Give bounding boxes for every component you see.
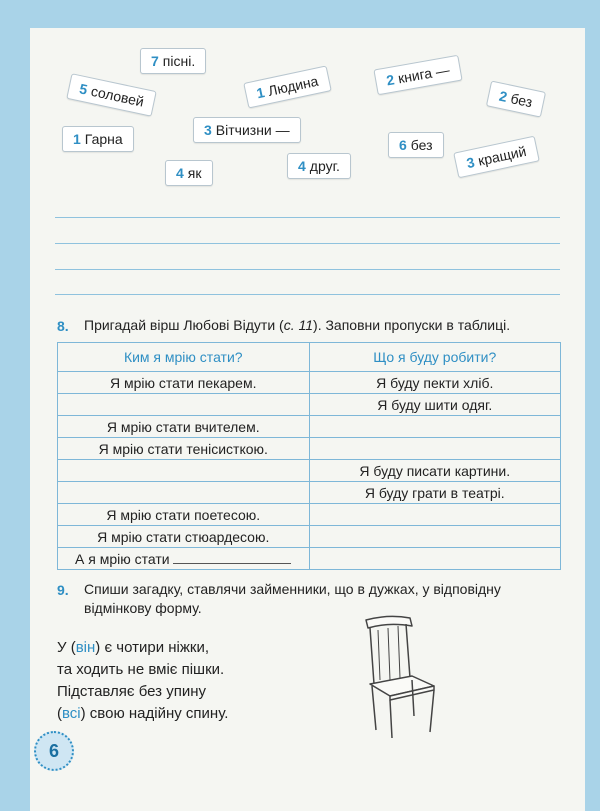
table-cell[interactable]: [58, 460, 310, 482]
table-cell[interactable]: [309, 416, 561, 438]
poem-line: та ходить не вміє пішки.: [57, 661, 225, 678]
poem-text: (: [57, 705, 62, 722]
table-header-row: [58, 343, 561, 372]
table-cell[interactable]: [309, 504, 561, 526]
word-card[interactable]: [140, 48, 206, 74]
task-9-line-2: відмінкову форму.: [84, 600, 202, 616]
word-card[interactable]: [62, 126, 134, 152]
word-card[interactable]: [165, 160, 213, 186]
card-number: 3: [204, 122, 212, 138]
poem-text: ) свою надійну спину.: [80, 705, 229, 722]
word-card[interactable]: [388, 132, 444, 158]
table-cell[interactable]: Я буду писати картини.: [309, 460, 561, 482]
column-header: Що я буду робити?: [309, 343, 561, 372]
card-word: книга —: [396, 61, 451, 87]
card-word: друг.: [309, 158, 340, 174]
poem-line: [57, 703, 228, 725]
table-cell[interactable]: Я буду шити одяг.: [309, 394, 561, 416]
table-cell[interactable]: [309, 526, 561, 548]
card-word: як: [187, 165, 202, 181]
card-number: 6: [399, 137, 407, 153]
table-cell[interactable]: [58, 482, 310, 504]
table-row: [58, 526, 561, 548]
last-row-prefix: А я мрію стати: [75, 550, 170, 567]
table-cell[interactable]: [58, 548, 310, 570]
table-cell[interactable]: Я мрію стати стюардесою.: [58, 526, 310, 548]
writing-line[interactable]: [55, 294, 560, 295]
table-cell[interactable]: Я буду грати в театрі.: [309, 482, 561, 504]
table-cell[interactable]: Я мрію стати пекарем.: [58, 372, 310, 394]
task-8-instruction: [84, 316, 510, 335]
dream-table: [57, 342, 561, 570]
task-8-text-after: ). Заповни пропуски в таблиці.: [313, 317, 511, 333]
table-cell[interactable]: [309, 438, 561, 460]
card-number: 7: [151, 53, 159, 69]
card-number: 1: [73, 131, 81, 147]
card-word: пісні.: [162, 53, 196, 69]
word-card[interactable]: [193, 117, 301, 143]
table-cell[interactable]: Я мрію стати тенісисткою.: [58, 438, 310, 460]
table-row: [58, 438, 561, 460]
chair-illustration: [348, 612, 448, 740]
table-row: [58, 372, 561, 394]
card-word: соловей: [89, 82, 146, 110]
table-cell[interactable]: Я буду пекти хліб.: [309, 372, 561, 394]
table-row: [58, 548, 561, 570]
card-number: 2: [497, 87, 509, 105]
task-8-number: 8.: [57, 318, 69, 334]
table-cell[interactable]: [309, 548, 561, 570]
riddle-poem: [57, 637, 228, 725]
table-cell[interactable]: Я мрію стати вчителем.: [58, 416, 310, 438]
page-number: 6: [34, 731, 74, 771]
pronoun: він: [75, 639, 96, 656]
pronoun: всі: [62, 705, 81, 722]
column-header: Ким я мрію стати?: [58, 343, 310, 372]
table-cell[interactable]: [58, 394, 310, 416]
task-9-line-1: Спиши загадку, ставлячи займенники, що в дужках, у відповідну: [84, 581, 501, 597]
task-9-instruction: [84, 580, 564, 618]
writing-line[interactable]: [55, 269, 560, 270]
table-cell[interactable]: Я мрію стати поетесою.: [58, 504, 310, 526]
poem-text: ) є чотири ніжки,: [95, 639, 210, 656]
task-9-number: 9.: [57, 582, 69, 598]
card-number: 4: [298, 158, 306, 174]
table-row: [58, 416, 561, 438]
task-8-page-ref: с. 11: [283, 317, 314, 333]
writing-line[interactable]: [55, 243, 560, 244]
card-word: Вітчизни —: [215, 122, 290, 138]
poem-text: У (: [57, 639, 76, 656]
card-word: Гарна: [84, 131, 123, 147]
card-word: Людина: [266, 72, 320, 99]
table-row: [58, 504, 561, 526]
card-word: кращий: [476, 142, 528, 169]
card-number: 1: [255, 84, 266, 102]
table-row: [58, 394, 561, 416]
card-number: 5: [78, 80, 90, 98]
poem-line: Підставляє без упину: [57, 683, 206, 700]
table-row: [58, 460, 561, 482]
table-row: [58, 482, 561, 504]
word-card[interactable]: [287, 153, 351, 179]
task-8-text-before: Пригадай вірш Любові Відути (: [84, 317, 284, 333]
card-word: без: [509, 90, 534, 111]
card-number: 2: [385, 71, 396, 89]
writing-line[interactable]: [55, 217, 560, 218]
answer-blank[interactable]: [173, 551, 291, 564]
card-word: без: [410, 137, 433, 153]
poem-line: [57, 637, 228, 659]
card-number: 3: [464, 153, 476, 172]
card-number: 4: [176, 165, 184, 181]
